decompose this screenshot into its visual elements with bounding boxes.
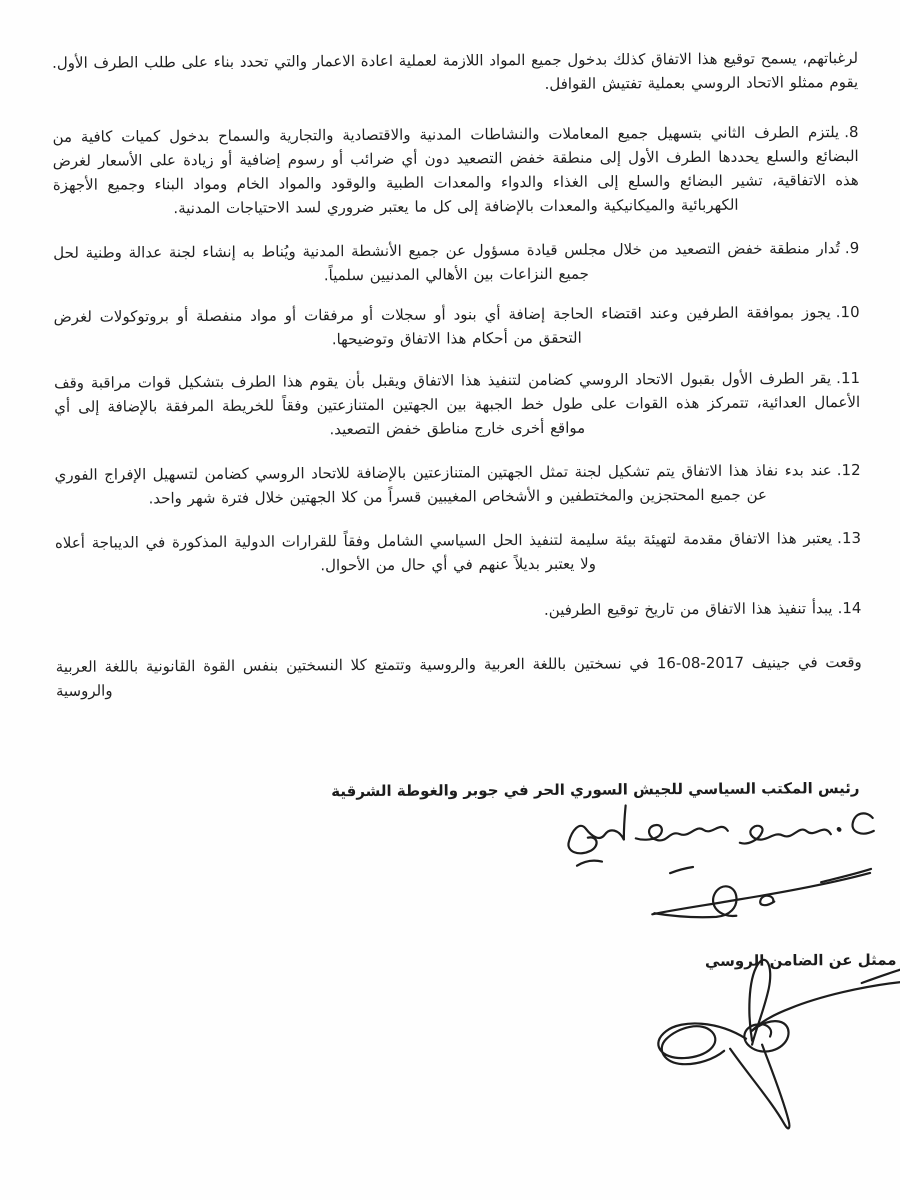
signatory-title-russian-guarantor: ممثل عن الضامن الروسي [704, 950, 897, 970]
clause-13-text: يعتبر هذا الاتفاق مقدمة لتهيئة بيئة سليمة لتنفيذ الحل السياسي الشامل وفقاً للقرارات الدولية المذكورة في الديباجة أعلاه ولا يعتبر بديلاً عنهم في أي حال من الأحوال. [54, 529, 833, 575]
clause-10 [54, 300, 860, 353]
clause-10-text: يجوز بموافقة الطرفين وعند اقتضاء الحاجة إضافة أي بنود أو سجلات أو مرفقات أو مواد منفصلة أو بروتوكولات لغرض التحقق من أحكام هذا الاتفاق وتوضيحها. [53, 303, 831, 349]
clause-9-text: تُدار منطقة خفض التصعيد من خلال مجلس قيادة مسؤول عن جميع الأنشطة المدنية ويُناط به إنشاء لجنة عدالة وطنية لحل جميع النزاعات بين الأهالي المدنيين سلمياً. [53, 239, 840, 285]
signature-fsa-representative [522, 798, 878, 930]
clause-8 [52, 120, 859, 221]
clause-9-number: 9. [844, 238, 860, 258]
clause-14-text: يبدأ تنفيذ هذا الاتفاق من تاريخ توقيع الطرفين. [543, 599, 833, 619]
document-body [52, 46, 897, 1201]
clause-14-number: 14. [837, 598, 862, 618]
clause-8-text: يلتزم الطرف الثاني بتسهيل جميع المعاملات والنشاطات المدنية والاقتصادية والتجارية والسماح بدخول كميات كافية من البضائع والسلع يحددها الطرف الأول إلى منطقة خفض التصعيد دون أي ضرائب أو رسوم إضافية أو زيادة على الأسعار لغرض هذه الاتفاقية، تشير البضائع والسلع إلى الغذاء والدواء والمعدات الطبية والوقود والمواد الخام ومواد البناء وجميع الأجهزة الكهربائية والميكانيكية والمعدات بالإضافة إلى كل ما يعتبر ضروري لسد الاحتياجات المدنية. [52, 123, 859, 218]
clause-11 [54, 366, 860, 443]
signing-statement: وقعت في جينيف 2017-08-16 في نسختين باللغة العربية والروسية وتتمتع كلا النسختين بنفس القوة القانونية باللغة العربية والروسية [55, 652, 862, 700]
clause-11-number: 11. [836, 368, 861, 388]
clause-9 [53, 236, 859, 289]
clause-14 [55, 596, 861, 625]
clause-10-number: 10. [835, 302, 860, 322]
clause-11-text: يقر الطرف الأول بقبول الاتحاد الروسي كضامن لتنفيذ هذا الاتفاق ويقبل بأن يقوم هذا الطرف بتشكيل قوات مراقبة وقف الأعمال العدائية، تتمركز هذه القوات على طول خط الجبهة بين الجهتين المتنازعتين وفقاً للخريطة المرفقة بالإضافة إلى أي مواقع أخرى خارج مناطق خفض التصعيد. [53, 369, 861, 439]
clause-12 [55, 458, 861, 511]
clause-13-number: 13. [837, 528, 862, 548]
intro-continuation-paragraph: لرغباتهم، يسمح توقيع هذا الاتفاق كذلك بدخول جميع المواد اللازمة لعملية اعادة الاعمار والتي تحدد بناء على طلب الطرف الأول. يقوم ممثلو الاتحاد الروسي بعملية تفتيش القوافل. [52, 48, 859, 93]
clause-13 [55, 526, 861, 579]
signature-russian-guarantor [606, 950, 900, 1152]
clause-12-text: عند بدء نفاذ هذا الاتفاق يتم تشكيل لجنة تمثل الجهتين المتنازعتين بالإضافة للاتحاد الروسي كضامن لتسهيل الإفراج الفوري عن جميع المحتجزين والمختطفين و الأشخاص المغيبين قسراً من كلا الجهتين خلال فترة شهر واحد. [54, 461, 832, 508]
signatory-title-fsa-political-office: رئيس المكتب السياسي للجيش السوري الحر في جوبر والغوطة الشرقية [331, 779, 860, 801]
clause-8-number: 8. [844, 122, 859, 142]
clause-12-number: 12. [836, 460, 861, 480]
